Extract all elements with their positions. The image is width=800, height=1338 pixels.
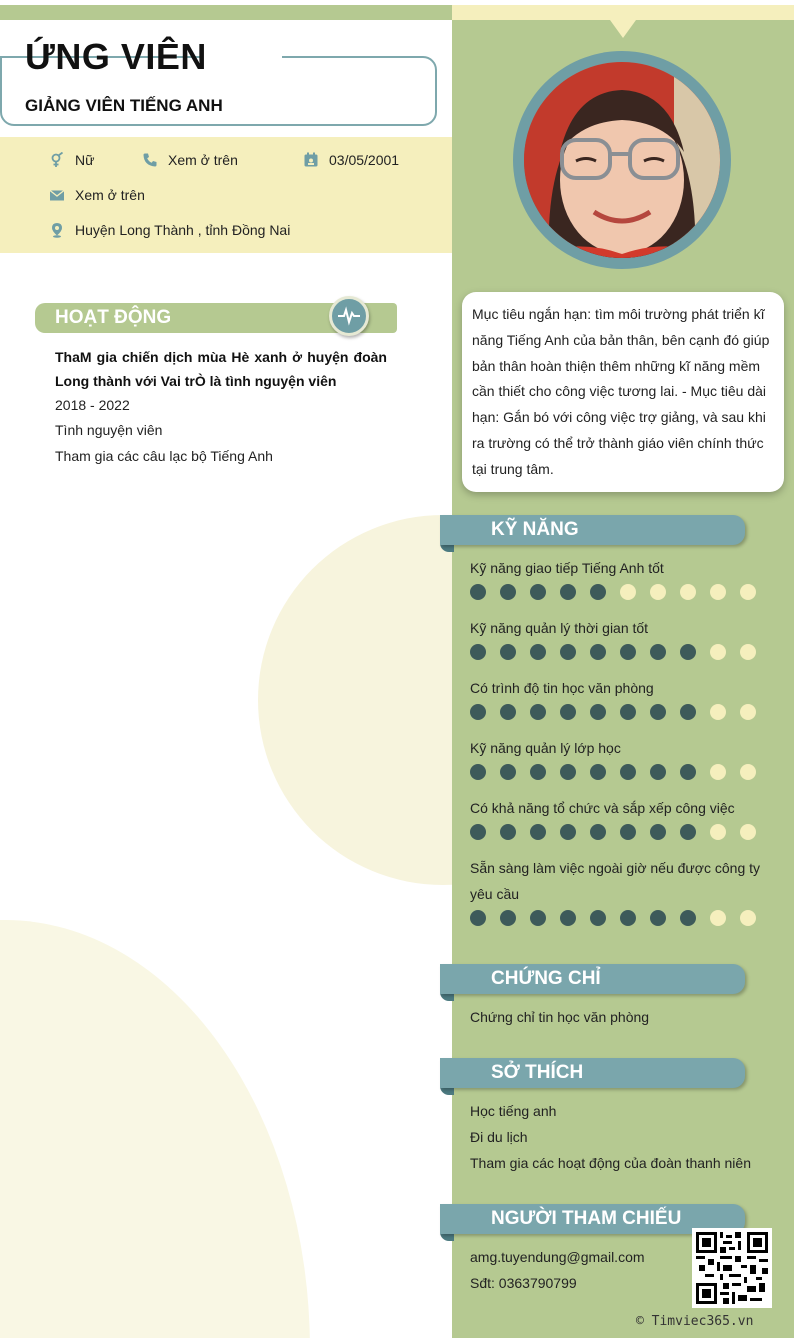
envelope-icon (49, 187, 65, 203)
rating-dot-empty (710, 824, 726, 840)
rating-dot-filled (650, 824, 666, 840)
gender-row (49, 152, 94, 168)
rating-dot-filled (680, 910, 696, 926)
certificate-item: Chứng chỉ tin học văn phòng (470, 1009, 650, 1025)
candidate-name: ỨNG VIÊN (25, 36, 207, 77)
rating-dot-empty (710, 704, 726, 720)
rating-dot-filled (530, 704, 546, 720)
rating-dot-empty (710, 910, 726, 926)
skill-rating (470, 644, 756, 660)
rating-dot-filled (620, 764, 636, 780)
rating-dot-filled (650, 764, 666, 780)
address-value: Huyện Long Thành , tỉnh Đồng Nai (75, 222, 291, 238)
rating-dot-empty (680, 584, 696, 600)
rating-dot-filled (560, 704, 576, 720)
activity-role: Tình nguyện viên (55, 422, 163, 438)
address-row (49, 222, 290, 238)
phone-row (142, 152, 238, 168)
rating-dot-filled (470, 584, 486, 600)
rating-dot-filled (680, 824, 696, 840)
rating-dot-filled (560, 910, 576, 926)
birthday-row (303, 152, 399, 168)
activity-detail: Tham gia các câu lạc bộ Tiếng Anh (55, 448, 273, 464)
skill-rating (470, 764, 756, 780)
rating-dot-empty (710, 584, 726, 600)
reference-phone: Sđt: 0363790799 (470, 1275, 577, 1291)
rating-dot-filled (560, 584, 576, 600)
skill-rating (470, 584, 756, 600)
notch-decoration (610, 20, 636, 38)
rating-dot-filled (620, 704, 636, 720)
hobby-item: Tham gia các hoạt động của đoàn thanh niên (470, 1155, 751, 1171)
rating-dot-filled (530, 584, 546, 600)
rating-dot-filled (650, 644, 666, 660)
rating-dot-filled (500, 910, 516, 926)
rating-dot-filled (530, 824, 546, 840)
skills-section-header: KỸ NĂNG (440, 515, 745, 545)
skill-name: Có khả năng tổ chức và sắp xếp công việc (470, 800, 735, 816)
career-objective-card: Mục tiêu ngắn hạn: tìm môi trường phát triển kĩ năng Tiếng Anh của bản thân, bên cạnh đó giúp bản thân hoàn thiện thêm những kĩ năng mềm cần thiết cho công việc tương lai. - Mục tiêu dài hạn: Gắn bó với công việc trợ giảng, và sau khi ra trường có thể trở thành giáo viên chính thức tại trung tâm. (462, 292, 784, 492)
rating-dot-filled (500, 764, 516, 780)
rating-dot-filled (680, 764, 696, 780)
rating-dot-filled (500, 824, 516, 840)
rating-dot-filled (560, 824, 576, 840)
references-section-header: NGƯỜI THAM CHIẾU (440, 1204, 745, 1234)
avatar (524, 62, 720, 258)
rating-dot-filled (680, 704, 696, 720)
skill-name: Kỹ năng giao tiếp Tiếng Anh tốt (470, 560, 664, 576)
rating-dot-filled (590, 764, 606, 780)
rating-dot-empty (710, 644, 726, 660)
activity-badge (329, 296, 369, 336)
rating-dot-filled (530, 764, 546, 780)
phone-value: Xem ở trên (168, 152, 238, 168)
copyright-footer: © Timviec365.vn (636, 1314, 754, 1329)
rating-dot-empty (650, 584, 666, 600)
rating-dot-filled (590, 584, 606, 600)
skill-name: Kỹ năng quản lý lớp học (470, 740, 621, 756)
hobby-item: Đi du lịch (470, 1129, 528, 1145)
rating-dot-filled (590, 910, 606, 926)
rating-dot-empty (710, 764, 726, 780)
rating-dot-filled (590, 704, 606, 720)
skill-name: Sẵn sàng làm việc ngoài giờ nếu được công ty yêu cầu (470, 860, 761, 902)
rating-dot-filled (620, 824, 636, 840)
calendar-icon (303, 152, 319, 168)
skill-name: Kỹ năng quản lý thời gian tốt (470, 620, 649, 636)
rating-dot-filled (470, 704, 486, 720)
activity-title: ThaM gia chiến dịch mùa Hè xanh ở huyện đoàn Long thành với Vai trÒ là tình nguyện viên (55, 349, 387, 389)
rating-dot-empty (740, 644, 756, 660)
skill-rating (470, 824, 756, 840)
skill-rating (470, 910, 756, 926)
rating-dot-filled (500, 704, 516, 720)
rating-dot-empty (740, 824, 756, 840)
location-pin-icon (49, 222, 65, 238)
rating-dot-filled (560, 644, 576, 660)
rating-dot-filled (500, 584, 516, 600)
skill-rating (470, 704, 756, 720)
decorative-circle (0, 920, 310, 1338)
skill-name: Có trình độ tin học văn phòng (470, 680, 654, 696)
pulse-icon (337, 306, 361, 326)
rating-dot-filled (560, 764, 576, 780)
activity-period: 2018 - 2022 (55, 397, 130, 413)
gender-icon (49, 152, 65, 168)
rating-dot-filled (470, 644, 486, 660)
rating-dot-filled (590, 824, 606, 840)
rating-dot-empty (740, 764, 756, 780)
rating-dot-filled (590, 644, 606, 660)
hobby-item: Học tiếng anh (470, 1103, 557, 1119)
rating-dot-filled (470, 824, 486, 840)
rating-dot-filled (620, 644, 636, 660)
rating-dot-empty (740, 704, 756, 720)
hobbies-section-header: SỞ THÍCH (440, 1058, 745, 1088)
top-accent-bar (0, 5, 452, 20)
rating-dot-empty (740, 584, 756, 600)
rating-dot-filled (470, 764, 486, 780)
rating-dot-filled (620, 910, 636, 926)
gender-value: Nữ (75, 152, 95, 168)
birthday-value: 03/05/2001 (329, 152, 400, 168)
candidate-position: GIẢNG VIÊN TIẾNG ANH (25, 96, 223, 115)
rating-dot-filled (470, 910, 486, 926)
rating-dot-empty (740, 910, 756, 926)
rating-dot-empty (620, 584, 636, 600)
top-accent-bar (452, 5, 794, 20)
reference-email: amg.tuyendung@gmail.com (470, 1249, 645, 1265)
rating-dot-filled (650, 910, 666, 926)
rating-dot-filled (650, 704, 666, 720)
email-row (49, 187, 145, 203)
rating-dot-filled (680, 644, 696, 660)
rating-dot-filled (500, 644, 516, 660)
activity-section-header: HOẠT ĐỘNG (35, 303, 397, 333)
rating-dot-filled (530, 910, 546, 926)
certificates-section-header: CHỨNG CHỈ (440, 964, 745, 994)
phone-icon (142, 152, 158, 168)
qr-code (692, 1228, 772, 1308)
rating-dot-filled (530, 644, 546, 660)
email-value: Xem ở trên (75, 187, 145, 203)
